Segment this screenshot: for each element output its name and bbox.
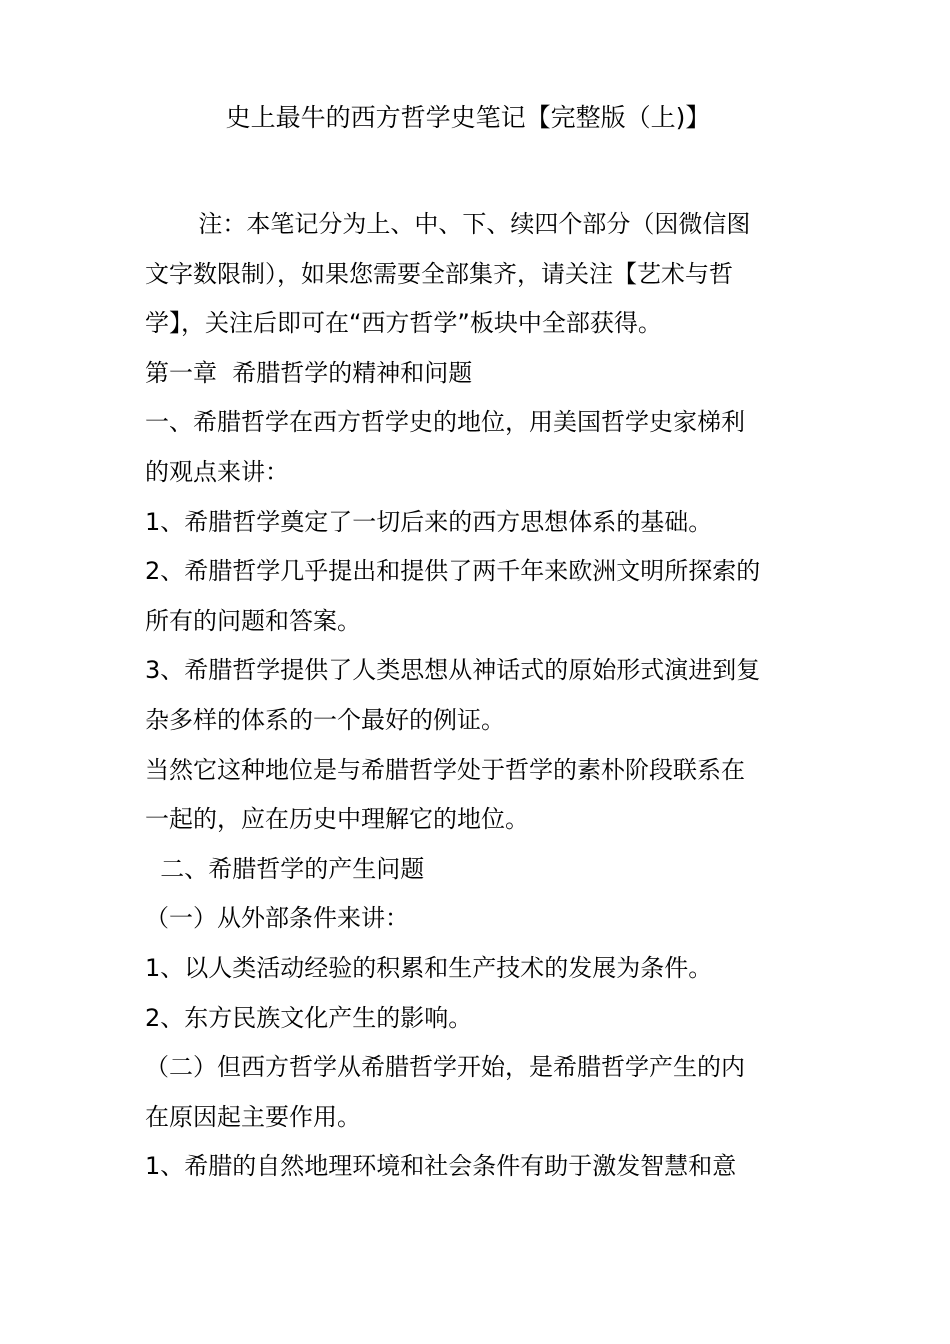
text-line: 注：本笔记分为上、中、下、续四个部分（因微信图 <box>145 210 751 238</box>
text-line: 当然它这种地位是与希腊哲学处于哲学的素朴阶段联系在 <box>145 755 745 784</box>
subsection-heading: （二）但西方哲学从希腊哲学开始，是希腊哲学产生的内 <box>145 1053 745 1082</box>
list-item: 1、希腊哲学奠定了一切后来的西方思想体系的基础。 <box>145 507 713 536</box>
subsection-heading: （一）从外部条件来讲： <box>145 904 409 933</box>
list-item: 3、希腊哲学提供了人类思想从神话式的原始形式演进到复 <box>145 656 761 685</box>
text-line: 一起的，应在历史中理解它的地位。 <box>145 805 529 834</box>
list-item: 1、希腊的自然地理环境和社会条件有助于激发智慧和意 <box>145 1152 737 1181</box>
text-line: 学】，关注后即可在“西方哲学”板块中全部获得。 <box>145 309 662 338</box>
text-line: 所有的问题和答案。 <box>145 606 361 635</box>
list-item: 1、以人类活动经验的积累和生产技术的发展为条件。 <box>145 953 713 982</box>
text-line: 在原因起主要作用。 <box>145 1102 361 1131</box>
document-title: 史上最牛的西方哲学史笔记【完整版（上)】 <box>225 103 711 132</box>
text-line: 杂多样的体系的一个最好的例证。 <box>145 705 505 734</box>
section-heading: 二、希腊哲学的产生问题 <box>145 854 425 883</box>
list-item: 2、希腊哲学几乎提出和提供了两千年来欧洲文明所探索的 <box>145 557 761 586</box>
chapter-heading: 第一章 希腊哲学的精神和问题 <box>145 358 473 387</box>
section-heading: 一、希腊哲学在西方哲学史的地位，用美国哲学史家梯利 <box>145 408 745 437</box>
text-line: 文字数限制），如果您需要全部集齐，请关注【艺术与哲 <box>145 259 733 288</box>
document-body <box>145 200 805 1192</box>
list-item: 2、东方民族文化产生的影响。 <box>145 1003 473 1032</box>
text-line: 的观点来讲： <box>145 457 289 486</box>
